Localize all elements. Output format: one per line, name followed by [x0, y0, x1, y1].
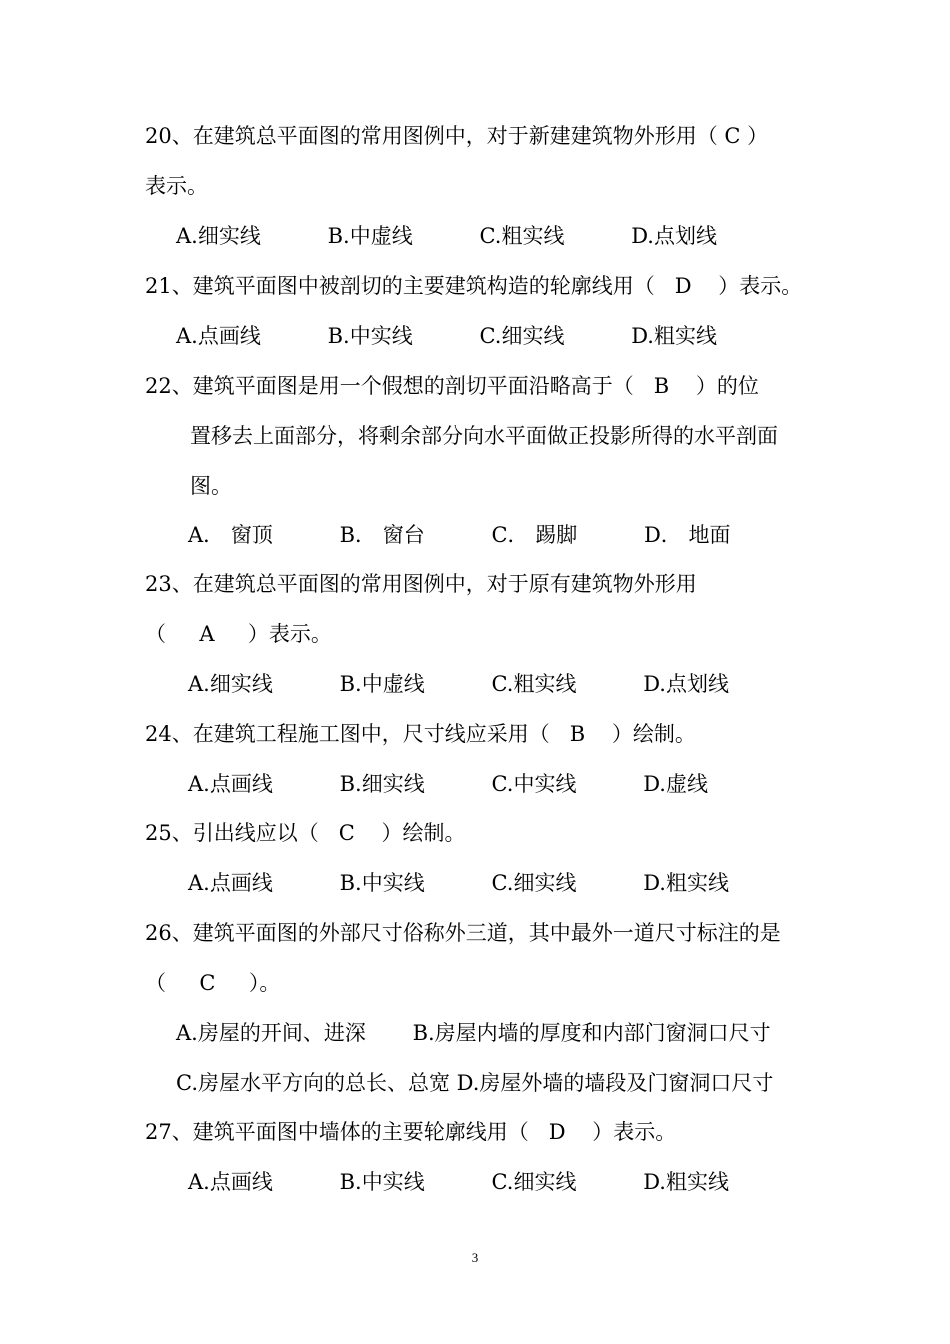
question-22-line-1: 22、建筑平面图是用一个假想的剖切平面沿略高于（ B ）的位 — [145, 374, 759, 398]
question-26-line-1: 26、建筑平面图的外部尺寸俗称外三道，其中最外一道尺寸标注的是 — [145, 921, 781, 945]
question-20-options: A.细实线 B.中虚线 C.粗实线 D.点划线 — [176, 224, 717, 248]
question-24-options: A.点画线 B.细实线 C.中实线 D.虚线 — [188, 772, 708, 796]
question-23-line-2: （ A ）表示。 — [145, 622, 332, 646]
question-23-line-1: 23、在建筑总平面图的常用图例中，对于原有建筑物外形用 — [145, 572, 697, 596]
question-21-line-1: 21、建筑平面图中被剖切的主要建筑构造的轮廓线用（ D ）表示。 — [145, 274, 803, 298]
question-26-options-cd: C.房屋水平方向的总长、总宽 D.房屋外墙的墙段及门窗洞口尺寸 — [176, 1071, 774, 1095]
question-25-options: A.点画线 B.中实线 C.细实线 D.粗实线 — [188, 871, 729, 895]
question-24-line-1: 24、在建筑工程施工图中，尺寸线应采用（ B ）绘制。 — [145, 722, 696, 746]
question-21-options: A.点画线 B.中实线 C.细实线 D.粗实线 — [176, 324, 717, 348]
question-22-line-3: 图。 — [190, 474, 232, 498]
question-22-line-2: 置移去上面部分，将剩余部分向水平面做正投影所得的水平剖面 — [190, 424, 778, 448]
question-26-line-2: （ C ）。 — [145, 971, 281, 995]
question-27-line-1: 27、建筑平面图中墙体的主要轮廓线用（ D ）表示。 — [145, 1120, 677, 1144]
question-25-line-1: 25、引出线应以（ C ）绘制。 — [145, 821, 466, 845]
question-20-line-2: 表示。 — [145, 174, 208, 198]
question-20-line-1: 20、在建筑总平面图的常用图例中，对于新建建筑物外形用（ C ） — [145, 124, 769, 148]
question-26-options-ab: A.房屋的开间、进深 B.房屋内墙的厚度和内部门窗洞口尺寸 — [176, 1021, 771, 1045]
question-22-options: A． 窗顶 B． 窗台 C． 踢脚 D． 地面 — [188, 523, 731, 547]
question-23-options: A.细实线 B.中虚线 C.粗实线 D.点划线 — [188, 672, 729, 696]
page-number: 3 — [471, 1250, 479, 1265]
question-27-options: A.点画线 B.中实线 C.细实线 D.粗实线 — [188, 1170, 729, 1194]
